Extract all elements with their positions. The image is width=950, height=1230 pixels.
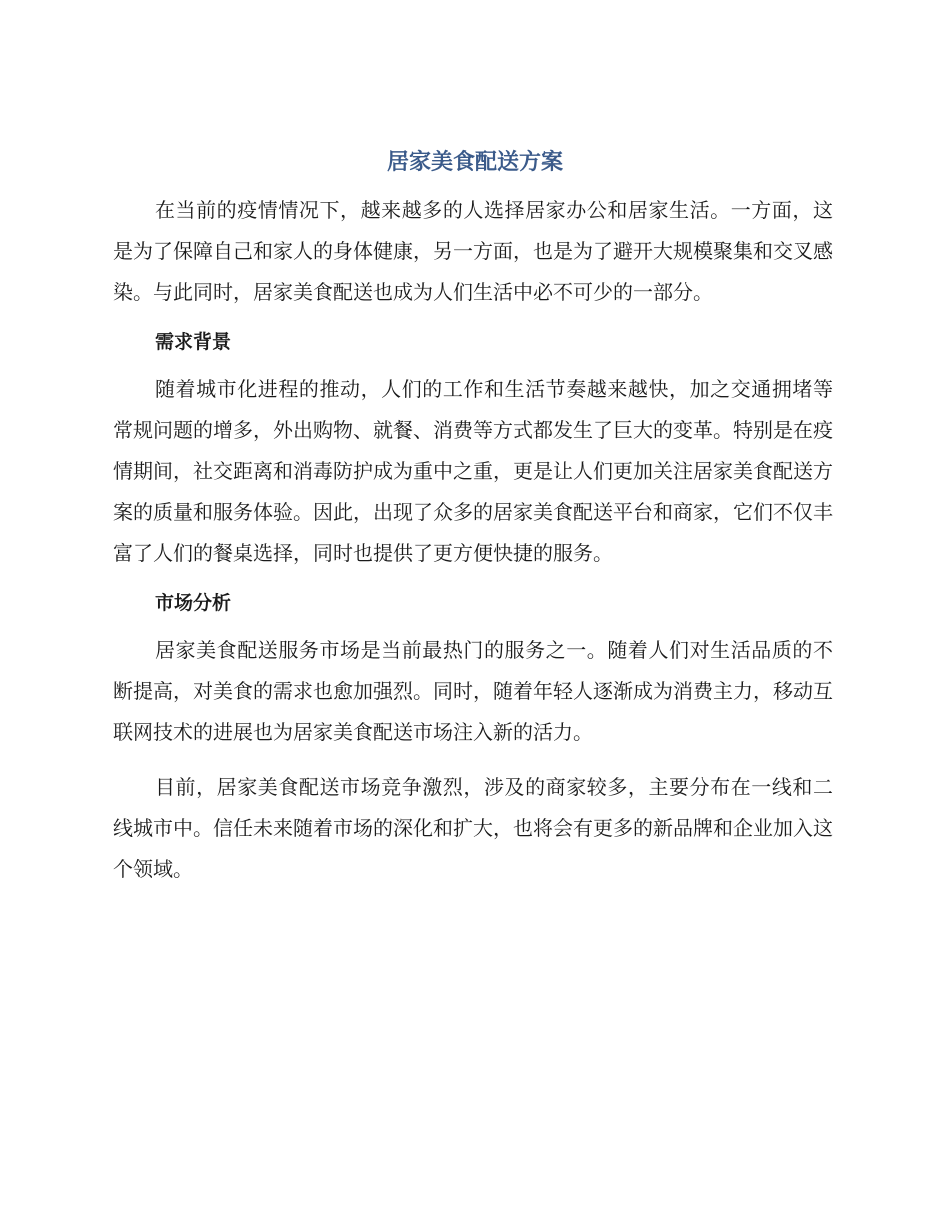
market-analysis-paragraph-2: 目前，居家美食配送市场竞争激烈，涉及的商家较多，主要分布在一线和二线城市中。信任未来随着市场的深化和扩大，也将会有更多的新品牌和企业加入这个领域。: [113, 775, 833, 881]
section-heading-demand-background: 需求背景: [155, 331, 232, 353]
document-title: 居家美食配送方案: [386, 150, 563, 175]
document-body: [113, 190, 833, 890]
demand-background-paragraph: 随着城市化进程的推动，人们的工作和生活节奏越来越快，加之交通拥堵等常规问题的增多，外出购物、就餐、消费等方式都发生了巨大的变革。特别是在疫情期间，社交距离和消毒防护成为重中之重，更是让人们更加关注居家美食配送方案的质量和服务体验。因此，出现了众多的居家美食配送平台和商家，它们不仅丰富了人们的餐桌选择，同时也提供了更方便快捷的服务。: [113, 377, 833, 565]
intro-paragraph: 在当前的疫情情况下，越来越多的人选择居家办公和居家生活。一方面，这是为了保障自己和家人的身体健康，另一方面，也是为了避开大规模聚集和交叉感染。与此同时，居家美食配送也成为人们生活中必不可少的一部分。: [113, 198, 833, 304]
market-analysis-paragraph-1: 居家美食配送服务市场是当前最热门的服务之一。随着人们对生活品质的不断提高，对美食的需求也愈加强烈。同时，随着年轻人逐渐成为消费主力，移动互联网技术的进展也为居家美食配送市场注入新的活力。: [113, 638, 833, 744]
section-heading-market-analysis: 市场分析: [155, 592, 232, 614]
